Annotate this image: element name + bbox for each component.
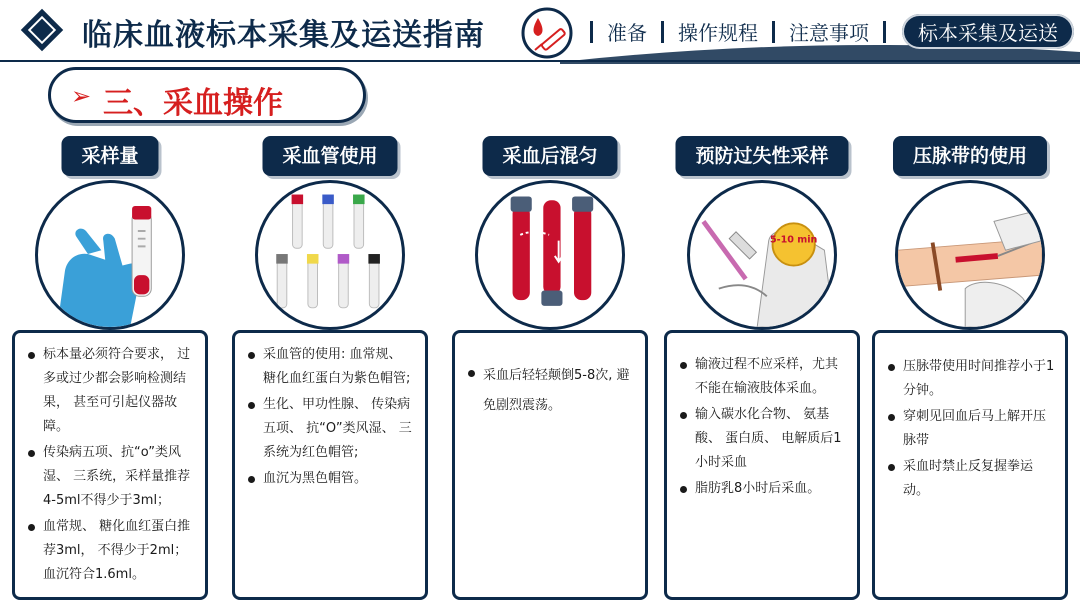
nav-separator — [661, 21, 664, 43]
info-card — [872, 330, 1068, 600]
nav-item-prepare[interactable]: 准备 — [607, 21, 647, 45]
column-prevent-error — [664, 130, 860, 606]
nav-separator — [883, 21, 886, 43]
list-item: 采血管的使用: 血常规、 糖化血红蛋白为紫色帽管; — [247, 343, 417, 391]
list-item: 血常规、 糖化血红蛋白推荐3ml， 不得少于2ml；血沉符合1.6ml。 — [27, 515, 197, 587]
top-nav — [578, 14, 1074, 49]
section-title: 三、采血操作 — [103, 86, 283, 121]
nav-separator — [772, 21, 775, 43]
inverted-tubes-illustration — [475, 180, 625, 330]
info-card — [664, 330, 860, 600]
column-label: 预防过失性采样 — [675, 136, 848, 176]
list-item: 输液过程不应采样，尤其不能在输液肢体采血。 — [679, 353, 849, 401]
column-tourniquet — [872, 130, 1068, 606]
list-item: 标本量必须符合要求， 过多或过少都会影响检测结果， 甚至可引起仪器故障。 — [27, 343, 197, 439]
list-item: 生化、甲功性腺、 传染病五项、 抗“O”类风湿、 三系统为红色帽管; — [247, 393, 417, 465]
page-title: 临床血液标本采集及运送指南 — [82, 18, 485, 53]
column-tube-usage — [232, 130, 428, 606]
column-label: 压脉带的使用 — [893, 136, 1047, 176]
column-label: 采样量 — [61, 136, 158, 176]
list-item: 压脉带使用时间推荐小于1 分钟。 — [887, 355, 1057, 403]
column-label: 采血管使用 — [262, 136, 397, 176]
column-sample-volume — [12, 130, 208, 606]
tourniquet-arm-illustration — [895, 180, 1045, 330]
nav-item-notes[interactable]: 注意事项 — [789, 21, 869, 45]
list-item: 输入碳水化合物、 氨基酸、 蛋白质、 电解质后1 小时采血 — [679, 403, 849, 475]
list-item: 血沉为黑色帽管。 — [247, 467, 417, 491]
header-divider — [0, 60, 1080, 62]
list-item: 采血后轻轻颠倒5-8次, 避免剧烈震荡。 — [467, 361, 637, 421]
nav-separator — [590, 21, 593, 43]
infusion-timer-illustration — [687, 180, 837, 330]
list-item: 脂肪乳8小时后采血。 — [679, 477, 849, 501]
section-title-pill — [48, 67, 366, 123]
column-mixing — [452, 130, 648, 606]
tube-set-illustration — [255, 180, 405, 330]
info-card — [452, 330, 648, 600]
nav-item-collection-transport[interactable]: 标本采集及运送 — [902, 14, 1074, 49]
nav-item-procedure[interactable]: 操作规程 — [678, 21, 758, 45]
info-card — [12, 330, 208, 600]
diamond-logo-icon — [18, 6, 66, 54]
column-label: 采血后混匀 — [482, 136, 617, 176]
list-item: 采血时禁止反复握拳运动。 — [887, 455, 1057, 503]
arrow-bullet-icon: ➢ — [71, 82, 92, 110]
timer-label: 5-10 min — [769, 234, 818, 246]
list-item: 穿刺见回血后马上解开压脉带 — [887, 405, 1057, 453]
list-item: 传染病五项、抗“o”类风湿、 三系统，采样量推荐4-5ml不得少于3ml； — [27, 441, 197, 513]
gloved-hand-tube-illustration — [35, 180, 185, 330]
info-card — [232, 330, 428, 600]
